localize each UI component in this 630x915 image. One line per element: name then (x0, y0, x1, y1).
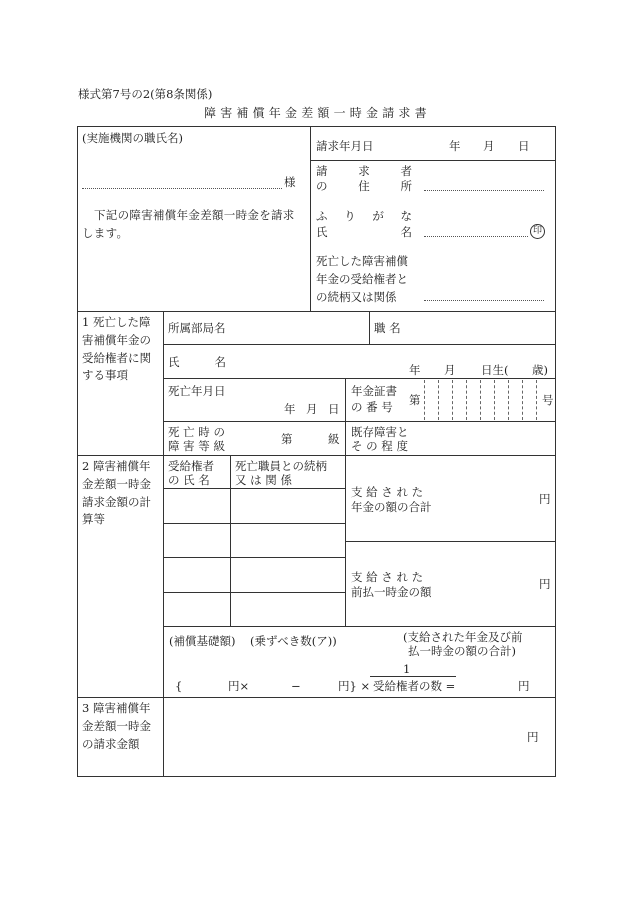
formula-minus: − (291, 679, 301, 693)
honorific: 様 (284, 175, 296, 189)
heir-name-header-1: 受給権者 (168, 459, 214, 473)
label-column-line (163, 311, 164, 777)
section3-label: 3 障害補償年金差額一時金の請求金額 (82, 701, 151, 751)
formula-yen-end: 円 (518, 679, 530, 693)
heir-col-line (230, 455, 231, 626)
age-label: 歳) (532, 363, 548, 377)
disability-grade-label-1: 死 亡 時 の (168, 425, 225, 439)
name-label: 氏 名 (316, 225, 412, 239)
position-split-line (369, 311, 370, 344)
heir-row-line-1 (163, 523, 345, 524)
form-title: 障害補償年金差額一時金請求書 (204, 106, 431, 120)
dept-label: 所属部局名 (168, 321, 226, 335)
pension-split-line (345, 541, 556, 542)
section2-label: 2 障害補償年金差額一時金請求金額の計算等 (82, 459, 151, 527)
cert-digit-divider (452, 380, 453, 420)
death-date-label: 死亡年月日 (168, 384, 226, 398)
position-label: 職 名 (374, 321, 401, 335)
name-input-line[interactable] (424, 236, 528, 237)
cert-digit-divider (480, 380, 481, 420)
existing-disability-label-1: 既存障害と (351, 425, 409, 439)
formula-paid-label-1: (支給された年金及び前 (403, 630, 523, 644)
formula-denominator: 受給権者の数 = (373, 679, 456, 693)
formula-top-line (163, 626, 556, 627)
existing-disability-label-2: そ の 程 度 (351, 439, 408, 453)
request-date-label: 請求年月日 (316, 139, 374, 153)
birth-year-label: 年 (409, 363, 421, 377)
heir-header-line (163, 488, 345, 489)
formula-brace-open: { (175, 679, 183, 693)
address-label-line1: 請 求 者 (316, 164, 412, 178)
cert-digit-divider (494, 380, 495, 420)
fraction-bar (370, 676, 456, 677)
seal-mark: 印 (530, 224, 545, 239)
section2-top-line (77, 455, 556, 456)
form-number: 様式第7号の2(第8条関係) (78, 87, 213, 101)
death-month-label: 月 (306, 402, 318, 416)
cert-suffix: 号 (542, 393, 554, 407)
deceased-name-label: 氏 名 (168, 355, 226, 369)
cert-digit-divider (508, 380, 509, 420)
address-label-line2: の 住 所 (316, 179, 412, 193)
lump-sum-label-2: 前払一時金の額 (351, 585, 432, 599)
death-row-line (163, 421, 556, 422)
cert-prefix: 第 (409, 393, 421, 407)
official-name-line[interactable] (82, 188, 282, 189)
formula-yen-close: 円} × (338, 679, 371, 693)
grade-prefix: 第 (281, 432, 293, 446)
request-text: 下記の障害補償年金差額一時金を請求します。 (82, 208, 295, 240)
formula-yen-times: 円× (228, 679, 250, 693)
heir-row-line-3 (163, 592, 345, 593)
cert-digit-divider (424, 380, 425, 420)
request-day-label: 日 (518, 139, 530, 153)
section1-label: 1 死亡した障害補償年金の受給権者に関する事項 (82, 315, 151, 383)
official-label: (実施機関の職氏名) (82, 131, 183, 145)
request-year-label: 年 (449, 139, 461, 153)
cert-split-line (345, 378, 346, 455)
death-year-label: 年 (284, 402, 296, 416)
cert-digit-divider (536, 380, 537, 420)
furigana-label: ふ り が な (316, 209, 412, 223)
disability-grade-label-2: 障 害 等 級 (168, 439, 225, 453)
heir-pension-line (345, 455, 346, 626)
death-day-label: 日 (328, 402, 340, 416)
formula-paid-label-2: 払一時金の額の合計) (408, 644, 516, 658)
top-split-line (310, 126, 311, 311)
pension-total-yen: 円 (539, 492, 551, 506)
grade-suffix: 級 (328, 432, 340, 446)
formula-base-label: (補償基礎額) (169, 634, 236, 648)
pension-cert-label-2: の 番 号 (351, 400, 393, 414)
section1-top-line (77, 311, 556, 312)
pension-total-label-2: 年金の額の合計 (351, 500, 432, 514)
formula-multiplier-label: (乗ずべき数(ア)) (250, 634, 337, 648)
birth-day-label: 日生( (481, 363, 509, 377)
address-input-line[interactable] (424, 190, 544, 191)
lump-sum-label-1: 支 給 さ れ た (351, 570, 424, 584)
lump-sum-yen: 円 (539, 577, 551, 591)
relation-label: 死亡した障害補償年金の受給権者との続柄又は関係 (316, 254, 408, 304)
request-month-label: 月 (483, 139, 495, 153)
pension-cert-label-1: 年金証書 (351, 384, 397, 398)
heir-row-line-2 (163, 557, 345, 558)
relation-header-2: 又 は 関 係 (235, 473, 292, 487)
cert-digit-divider (466, 380, 467, 420)
cert-digit-divider (438, 380, 439, 420)
section3-top-line (77, 697, 556, 698)
birth-month-label: 月 (444, 363, 456, 377)
name-row-line (163, 378, 556, 379)
relation-input-line[interactable] (424, 300, 544, 301)
pension-total-label-1: 支 給 さ れ た (351, 485, 424, 499)
date-row-line (310, 160, 556, 161)
relation-header-1: 死亡職員との続柄 (235, 459, 327, 473)
cert-digit-divider (522, 380, 523, 420)
heir-name-header-2: の 氏 名 (168, 473, 210, 487)
formula-numerator: 1 (403, 662, 411, 676)
dept-row-line (163, 344, 556, 345)
claim-amount-yen: 円 (527, 730, 539, 744)
